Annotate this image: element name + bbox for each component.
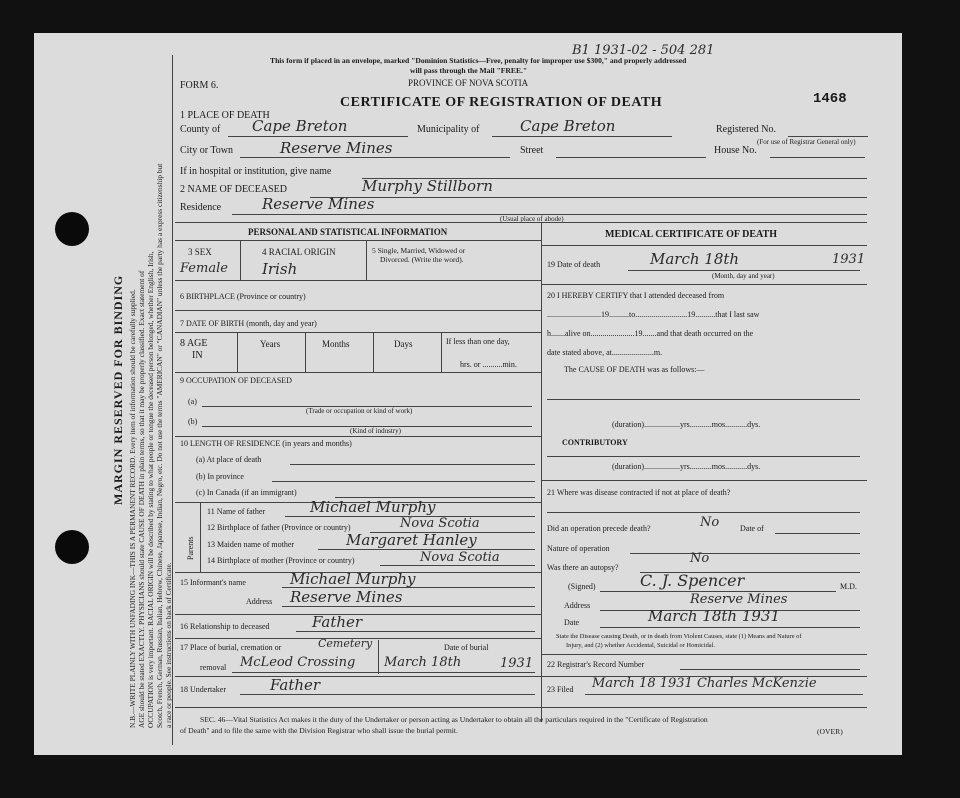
footer-line-2: of Death" and to file the same with the Division Registrar who shall issue the burial permit. (180, 726, 458, 735)
informant-label: 15 Informant's name (180, 578, 246, 587)
margin-note-line-1: N.B.—WRITE PLAINLY WITH UNFADING INK—THIS IS A PERMANENT RECORD. Every item of information should be carefully supplied. (128, 289, 137, 728)
sex-label: 3 SEX (188, 247, 212, 257)
margin-note-line-3: OCCUPATION is very important. RACIAL ORIGIN will be described by stating to what people or tongue the deceased person belonged, whether English, Irish, (146, 251, 155, 728)
length-residence-label: 10 LENGTH OF RESIDENCE (in years and months) (180, 439, 352, 448)
duration-line-1: (duration)..................yrs...........mos...........dys. (612, 420, 761, 429)
residence-c-label: (c) In Canada (if an immigrant) (196, 488, 297, 497)
operation-precede-label: Did an operation precede death? (547, 524, 651, 533)
residence-label: Residence (180, 202, 222, 213)
date-of-death-label: 19 Date of death (547, 260, 601, 269)
autopsy-label: Was there an autopsy? (547, 563, 619, 572)
margin-border (172, 55, 173, 745)
city-label: City or Town (180, 145, 234, 156)
burial-place-value: McLeod Crossing (240, 655, 356, 670)
parents-label: Parents (186, 536, 195, 560)
binding-hole-bottom (55, 530, 89, 564)
undertaker-label: 18 Undertaker (180, 685, 226, 694)
margin-binding-label: MARGIN RESERVED FOR BINDING (111, 274, 125, 505)
medical-address-label: Address (564, 601, 591, 610)
occupation-b-label: (b) (188, 417, 198, 426)
signed-value: C. J. Spencer (640, 571, 745, 590)
mother-birthplace-label: 14 Birthplace of mother (Province or country) (207, 556, 355, 565)
father-birthplace-value: Nova Scotia (400, 516, 480, 531)
burial-cemetery-value: Cemetery (318, 637, 373, 650)
months-label: Months (322, 339, 350, 349)
autopsy-value: No (690, 551, 710, 566)
less-than-day-label: If less than one day, (446, 337, 510, 346)
removal-label: removal (200, 663, 227, 672)
certify-line-4: date stated above, at.....................m. (547, 348, 663, 357)
marital-label-1: 5 Single, Married, Widowed or (372, 246, 466, 255)
filed-value: March 18 1931 Charles McKenzie (592, 676, 817, 691)
deceased-name-value: Murphy Stillborn (362, 177, 493, 195)
street-label: Street (520, 145, 544, 156)
place-of-death-label: 1 PLACE OF DEATH (180, 110, 270, 121)
operation-date-label: Date of (740, 524, 764, 533)
residence-a-label: (a) At place of death (196, 455, 262, 464)
where-contracted-label: 21 Where was disease contracted if not at place of death? (547, 488, 731, 497)
province-name: PROVINCE OF NOVA SCOTIA (408, 78, 529, 88)
sex-value: Female (180, 261, 228, 276)
medical-header: MEDICAL CERTIFICATE OF DEATH (605, 229, 777, 240)
md-label: M.D. (840, 582, 857, 591)
mother-maiden-label: 13 Maiden name of mother (207, 540, 295, 549)
municipality-label: Municipality of (417, 124, 480, 135)
margin-note-line-2: AGE should be stated EXACTLY. PHYSICIANS should state CAUSE OF DEATH in plain terms, so that it may be properly classified. Exact statement of (137, 270, 146, 728)
margin-note-line-4: Scotch, French, German, Russian, Italian, Hebrew, Chinese, Japanese, Indian, Negro, etc. Do not use the terms "AMERICAN" or "CANADIAN" unless the party has a express citizenship but (155, 163, 164, 728)
days-label: Days (394, 339, 413, 349)
signed-label: (Signed) (568, 582, 596, 591)
form-label: FORM 6. (180, 80, 219, 91)
burial-date-value: March 18th (384, 655, 462, 670)
certify-line-2: ...........................19..........to..........................19..........that I last saw (547, 310, 760, 319)
municipality-value: Cape Breton (520, 117, 616, 135)
nature-operation-label: Nature of operation (547, 544, 610, 553)
burial-year-value: 1931 (500, 656, 534, 671)
over-label: (OVER) (817, 727, 843, 736)
violent-note-2: Injury, and (2) whether Accidental, Suicidal or Homicidal. (566, 642, 716, 649)
date-of-death-note: (Month, day and year) (712, 272, 775, 280)
racial-origin-value: Irish (262, 260, 298, 278)
date-of-burial-label: Date of burial (444, 643, 489, 652)
registrar-record-label: 22 Registrar's Record Number (547, 660, 645, 669)
undertaker-value: Father (270, 676, 321, 694)
father-name-value: Michael Murphy (310, 498, 436, 516)
name-of-deceased-label: 2 NAME OF DECEASED (180, 184, 287, 195)
medical-address-value: Reserve Mines (690, 592, 788, 607)
death-year-value: 1931 (832, 252, 866, 267)
cause-label: The CAUSE OF DEATH was as follows:— (564, 365, 705, 374)
father-birthplace-label: 12 Birthplace of father (Province or country) (207, 523, 351, 532)
mother-maiden-value: Margaret Hanley (346, 531, 477, 549)
envelope-note-2: will pass through the Mail "FREE." (410, 66, 528, 75)
file-number: B1 1931-02 - 504 281 (572, 43, 715, 58)
informant-value: Michael Murphy (290, 570, 416, 588)
years-label: Years (260, 339, 281, 349)
burial-place-label: 17 Place of burial, cremation or (180, 643, 282, 652)
margin-note-line-5: a race or people. See instructions on back of Certificate. (164, 562, 173, 728)
residence-b-label: (b) In province (196, 472, 244, 481)
certificate-title: CERTIFICATE OF REGISTRATION OF DEATH (340, 95, 663, 110)
occupation-label: 9 OCCUPATION OF DECEASED (180, 376, 292, 385)
birthplace-label: 6 BIRTHPLACE (Province or country) (180, 292, 306, 301)
violent-note-1: State the Disease causing Death, or in death from Violent Causes, state (1) Means and Nature of (556, 633, 802, 640)
usual-abode-note: (Usual place of abode) (500, 215, 564, 223)
relationship-value: Father (312, 613, 363, 631)
occupation-a-label: (a) (188, 397, 197, 406)
informant-address-value: Reserve Mines (290, 588, 403, 606)
racial-origin-label: 4 RACIAL ORIGIN (262, 247, 336, 257)
industry-note: (Kind of industry) (350, 427, 401, 435)
personal-info-header: PERSONAL AND STATISTICAL INFORMATION (248, 227, 448, 237)
age-label: 8 AGE (180, 338, 208, 349)
death-date-value: March 18th (650, 250, 740, 268)
duration-line-2: (duration)..................yrs...........mos...........dys. (612, 462, 761, 471)
date-of-birth-label: 7 DATE OF BIRTH (month, day and year) (180, 319, 317, 328)
relationship-label: 16 Relationship to deceased (180, 622, 270, 631)
filed-label: 23 Filed (547, 685, 574, 694)
residence-value: Reserve Mines (262, 195, 375, 213)
footer-line-1: SEC. 46—Vital Statistics Act makes it the duty of the Undertaker or person acting as Undertaker to obtain all the particulars required in the "Certificate of Registration (200, 715, 708, 724)
operation-value: No (700, 515, 720, 530)
certify-line-1: 20 I HEREBY CERTIFY that I attended deceased from (547, 291, 725, 300)
medical-date-label: Date (564, 618, 580, 627)
certificate-number: 1468 (813, 91, 847, 107)
house-no-label: House No. (714, 145, 757, 156)
contributory-label: CONTRIBUTORY (562, 438, 628, 447)
marital-label-2: Divorced. (Write the word). (380, 255, 464, 264)
city-value: Reserve Mines (280, 139, 393, 157)
county-label: County of (180, 124, 221, 135)
registrar-use-note: (For use of Registrar General only) (757, 138, 856, 146)
medical-date-value: March 18th 1931 (648, 607, 781, 625)
registered-no-label: Registered No. (716, 124, 776, 135)
hrs-min-label: hrs. or ..........min. (460, 360, 517, 369)
hospital-label: If in hospital or institution, give name (180, 166, 332, 177)
county-value: Cape Breton (252, 117, 348, 135)
trade-note: (Trade or occupation or kind of work) (306, 407, 413, 415)
mother-birthplace-value: Nova Scotia (420, 550, 500, 565)
binding-hole-top (55, 212, 89, 246)
envelope-note-1: This form if placed in an envelope, marked "Dominion Statistics—Free, penalty for improper use $300," and properly addressed (270, 56, 687, 65)
father-name-label: 11 Name of father (207, 507, 266, 516)
age-in-label: IN (192, 350, 203, 361)
certify-line-3: h.......alive on......................19.......and that death occurred on the (547, 329, 754, 338)
informant-address-label: Address (246, 597, 273, 606)
